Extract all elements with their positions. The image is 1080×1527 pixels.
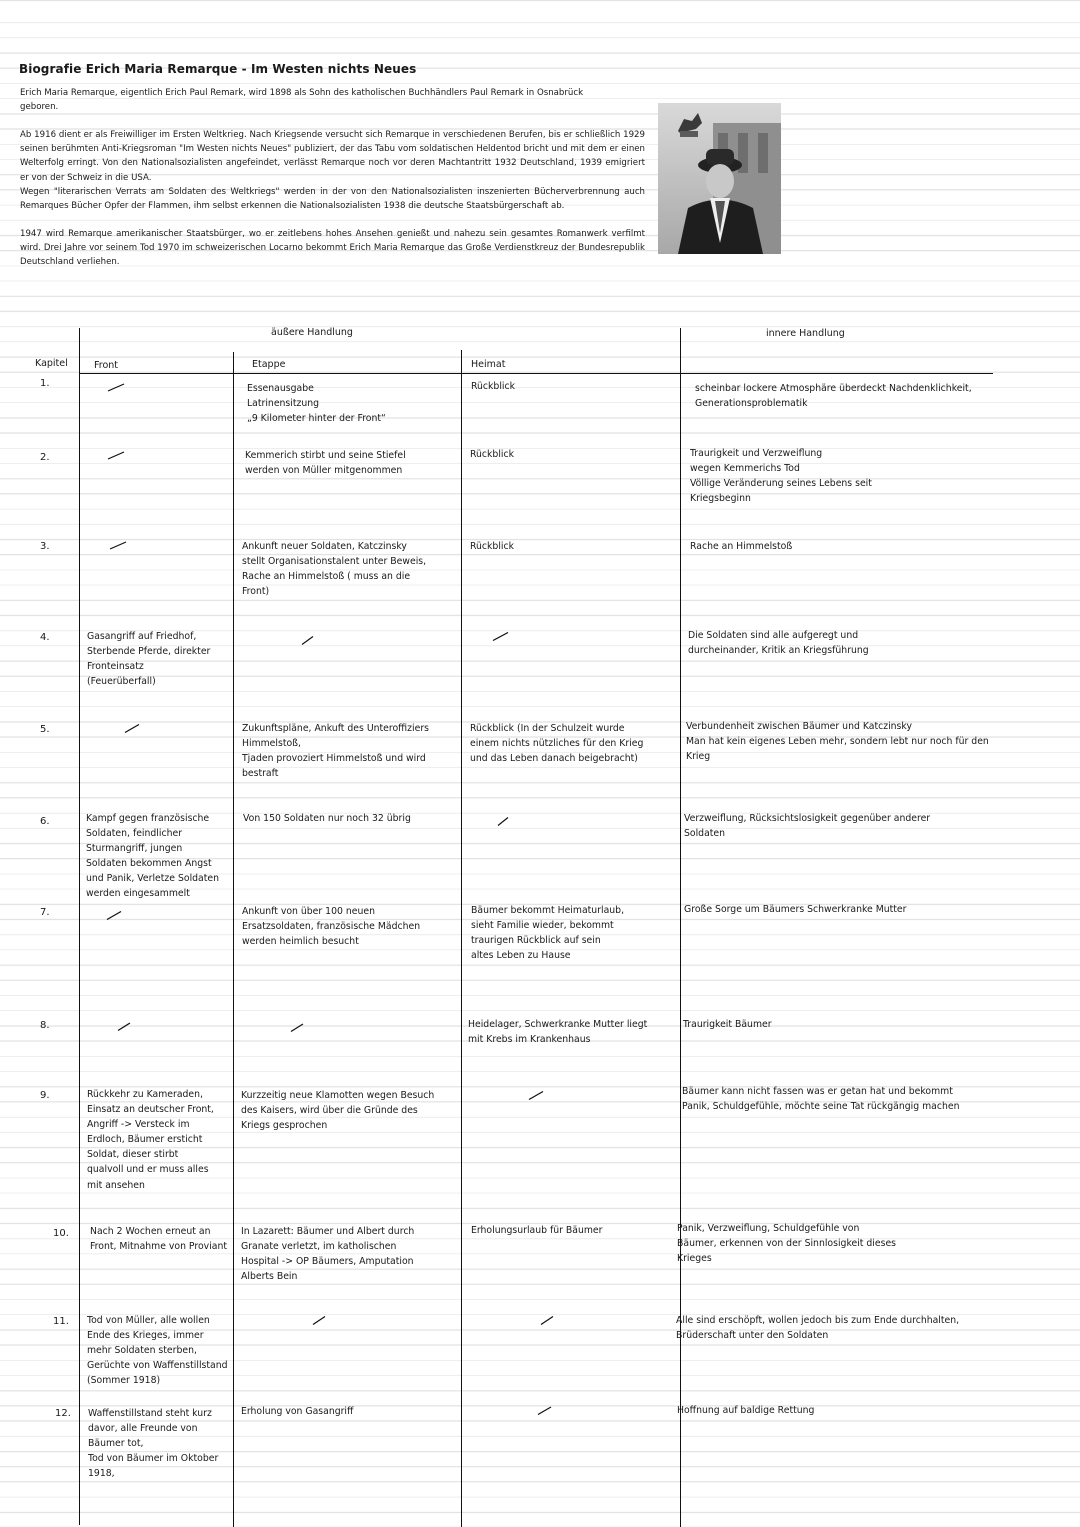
row-5-heimat: Rückblick (In der Schulzeit wurde einem nichts nützliches für den Krieg und das Leben danach beigebracht) [470, 723, 644, 765]
row-number: 12. [55, 1408, 71, 1419]
row-number: 2. [40, 452, 50, 463]
row-3-etappe: Ankunft neuer Soldaten, Katczinsky stellt Organisationstalent unter Beweis, Rache an Himmelstoß ( muss an die Front) [242, 541, 427, 598]
row-10-etappe: In Lazarett: Bäumer und Albert durch Granate verletzt, im katholischen Hospital -> OP Bäumers, Amputation Alberts Bein [241, 1226, 415, 1283]
row-1-etappe: Essenausgabe Latrinensitzung „9 Kilometer hinter der Front“ [247, 383, 386, 425]
row-8-inner: Traurigkeit Bäumer [683, 1019, 772, 1030]
row-2-heimat: Rückblick [470, 449, 514, 460]
header-inner: innere Handlung [766, 328, 845, 339]
row-1-inner: scheinbar lockere Atmosphäre überdeckt Nachdenklichkeit, Generationsproblematik [695, 383, 972, 410]
header-heimat: Heimat [471, 359, 506, 370]
tick-mark [539, 1316, 557, 1325]
row-1-heimat: Rückblick [471, 381, 515, 392]
tick-mark [311, 1316, 329, 1325]
row-4-front: Gasangriff auf Friedhof, Sterbende Pferde, direkter Fronteinsatz (Feuerüberfall) [87, 631, 211, 688]
tick-mark [107, 451, 125, 460]
row-8-heimat: Heidelager, Schwerkranke Mutter liegt mit Krebs im Krankenhaus [468, 1019, 648, 1046]
row-number: 8. [40, 1020, 50, 1031]
bio-paragraph-1: Erich Maria Remarque, eigentlich Erich Paul Remark, wird 1898 als Sohn des katholischen Buchhändlers Paul Remark in Osnabrück geboren. [20, 88, 584, 113]
grid-line [79, 373, 993, 374]
tick-mark [289, 1023, 307, 1032]
tick-mark [106, 911, 124, 920]
tick-mark [124, 724, 142, 733]
row-3-heimat: Rückblick [470, 541, 514, 552]
grid-line [680, 328, 681, 1527]
row-9-etappe: Kurzzeitig neue Klamotten wegen Besuch des Kaisers, wird über die Gründe des Kriegs gesprochen [241, 1090, 435, 1132]
row-number: 3. [40, 541, 50, 552]
row-9-inner: Bäumer kann nicht fassen was er getan hat und bekommt Panik, Schuldgefühle, möchte seine Tat rückgängig machen [682, 1086, 960, 1113]
row-10-front: Nach 2 Wochen erneut an Front, Mitnahme von Proviant [90, 1226, 227, 1253]
row-number: 7. [40, 907, 50, 918]
row-5-etappe: Zukunftspläne, Ankuft des Unteroffiziers Himmelstoß, Tjaden provoziert Himmelstoß und wird bestraft [242, 723, 430, 780]
row-7-inner: Große Sorge um Bäumers Schwerkranke Mutter [684, 904, 907, 915]
tick-mark [107, 383, 125, 392]
row-3-inner: Rache an Himmelstoß [690, 541, 793, 552]
tick-mark [528, 1091, 546, 1100]
row-11-front: Tod von Müller, alle wollen Ende des Krieges, immer mehr Soldaten sterben, Gerüchte von Waffenstillstand (Sommer 1918) [87, 1315, 228, 1387]
grid-line [461, 350, 462, 1527]
row-2-etappe: Kemmerich stirbt und seine Stiefel werden von Müller mitgenommen [245, 450, 406, 477]
row-10-heimat: Erholungsurlaub für Bäumer [471, 1225, 603, 1236]
row-10-inner: Panik, Verzweiflung, Schuldgefühle von Bäumer, erkennen von der Sinnlosigkeit dieses Krieges [677, 1223, 897, 1265]
row-2-inner: Traurigkeit und Verzweiflung wegen Kemmerichs Tod Völlige Veränderung seines Lebens seit Kriegsbeginn [690, 448, 872, 505]
row-6-etappe: Von 150 Soldaten nur noch 32 übrig [243, 813, 411, 824]
tick-mark [496, 817, 514, 826]
row-number: 1. [40, 378, 50, 389]
row-number: 10. [53, 1228, 69, 1239]
row-7-heimat: Bäumer bekommt Heimaturlaub, sieht Familie wieder, bekommt traurigen Rückblick auf sein altes Leben zu Hause [471, 905, 625, 962]
row-number: 4. [40, 632, 50, 643]
header-front: Front [94, 360, 119, 371]
row-11-inner: Alle sind erschöpft, wollen jedoch bis zum Ende durchhalten, Brüderschaft unter den Soldaten [676, 1315, 960, 1342]
tick-mark [537, 1406, 555, 1415]
tick-mark [492, 632, 510, 641]
row-6-inner: Verzweiflung, Rücksichtslosigkeit gegenüber anderer Soldaten [684, 813, 931, 840]
row-number: 11. [53, 1316, 69, 1327]
tick-mark [300, 636, 318, 645]
grid-line [233, 352, 234, 1527]
row-7-etappe: Ankunft von über 100 neuen Ersatzsoldaten, französische Mädchen werden heimlich besucht [242, 906, 421, 948]
grid-line [79, 328, 80, 1525]
tick-mark [116, 1022, 134, 1031]
row-5-inner: Verbundenheit zwischen Bäumer und Katczinsky Man hat kein eigenes Leben mehr, sondern lebt nur noch für den Krieg [686, 721, 989, 763]
row-9-front: Rückkehr zu Kameraden, Einsatz an deutscher Front, Angriff -> Versteck im Erdloch, Bäumer ersticht Soldat, dieser stirbt qualvoll und er muss alles mit ansehen [87, 1089, 214, 1191]
row-12-inner: Hoffnung auf baldige Rettung [677, 1405, 815, 1416]
tick-mark [109, 541, 127, 550]
row-4-inner: Die Soldaten sind alle aufgeregt und durcheinander, Kritik an Kriegsführung [688, 630, 869, 657]
header-outer: äußere Handlung [271, 327, 353, 338]
row-12-front: Waffenstillstand steht kurz davor, alle Freunde von Bäumer tot, Tod von Bäumer im Oktober 1918, [88, 1408, 219, 1480]
header-kapitel: Kapitel [35, 358, 68, 369]
header-etappe: Etappe [252, 359, 286, 370]
bio-paragraph-2: Ab 1916 dient er als Freiwilliger im Ersten Weltkrieg. Nach Kriegsende versucht sich Remarque in verschiedenen Berufen, bis er schließlich 1929 seinen berühmten Anti-Kriegsroman "Im Westen nichts Neues" publiziert, der das Tabu vom soldatischen Heldentod bricht und mit dem er einen Welterfolg erringt. Von den Nationalsozialisten angefeindet, verlässt Remarque noch vor deren Machtantritt 1932 Deutschland, 1939 emigriert er von der Schweiz in die USA. Wegen "literarischen Verrats am Soldaten des Weltkriegs" werden in der von den Nationalsozialisten inszenierten Bücherverbrennung auch Remarques Bücher Opfer der Flammen, ihm selbst erkennen die Nationalsozialisten 1938 die deutsche Staatsbürgerschaft ab. [20, 130, 645, 212]
row-12-etappe: Erholung von Gasangriff [241, 1406, 354, 1417]
row-number: 6. [40, 816, 50, 827]
bio-paragraph-3: 1947 wird Remarque amerikanischer Staatsbürger, wo er zeitlebens hohes Ansehen genießt und nahezu sein gesamtes Romanwerk verfilmt wird. Drei Jahre vor seinem Tod 1970 im schweizerischen Locarno bekommt Erich Maria Remarque das Große Verdienstkreuz der Bundesrepublik Deutschland verliehen. [20, 229, 645, 268]
page-title: Biografie Erich Maria Remarque - Im Westen nichts Neues [19, 62, 417, 76]
remarque-portrait-photo [658, 103, 781, 254]
row-number: 5. [40, 724, 50, 735]
row-number: 9. [40, 1090, 50, 1101]
row-6-front: Kampf gegen französische Soldaten, feindlicher Sturmangriff, jungen Soldaten bekommen Angst und Panik, Verletze Soldaten werden eingesammelt [86, 813, 220, 900]
